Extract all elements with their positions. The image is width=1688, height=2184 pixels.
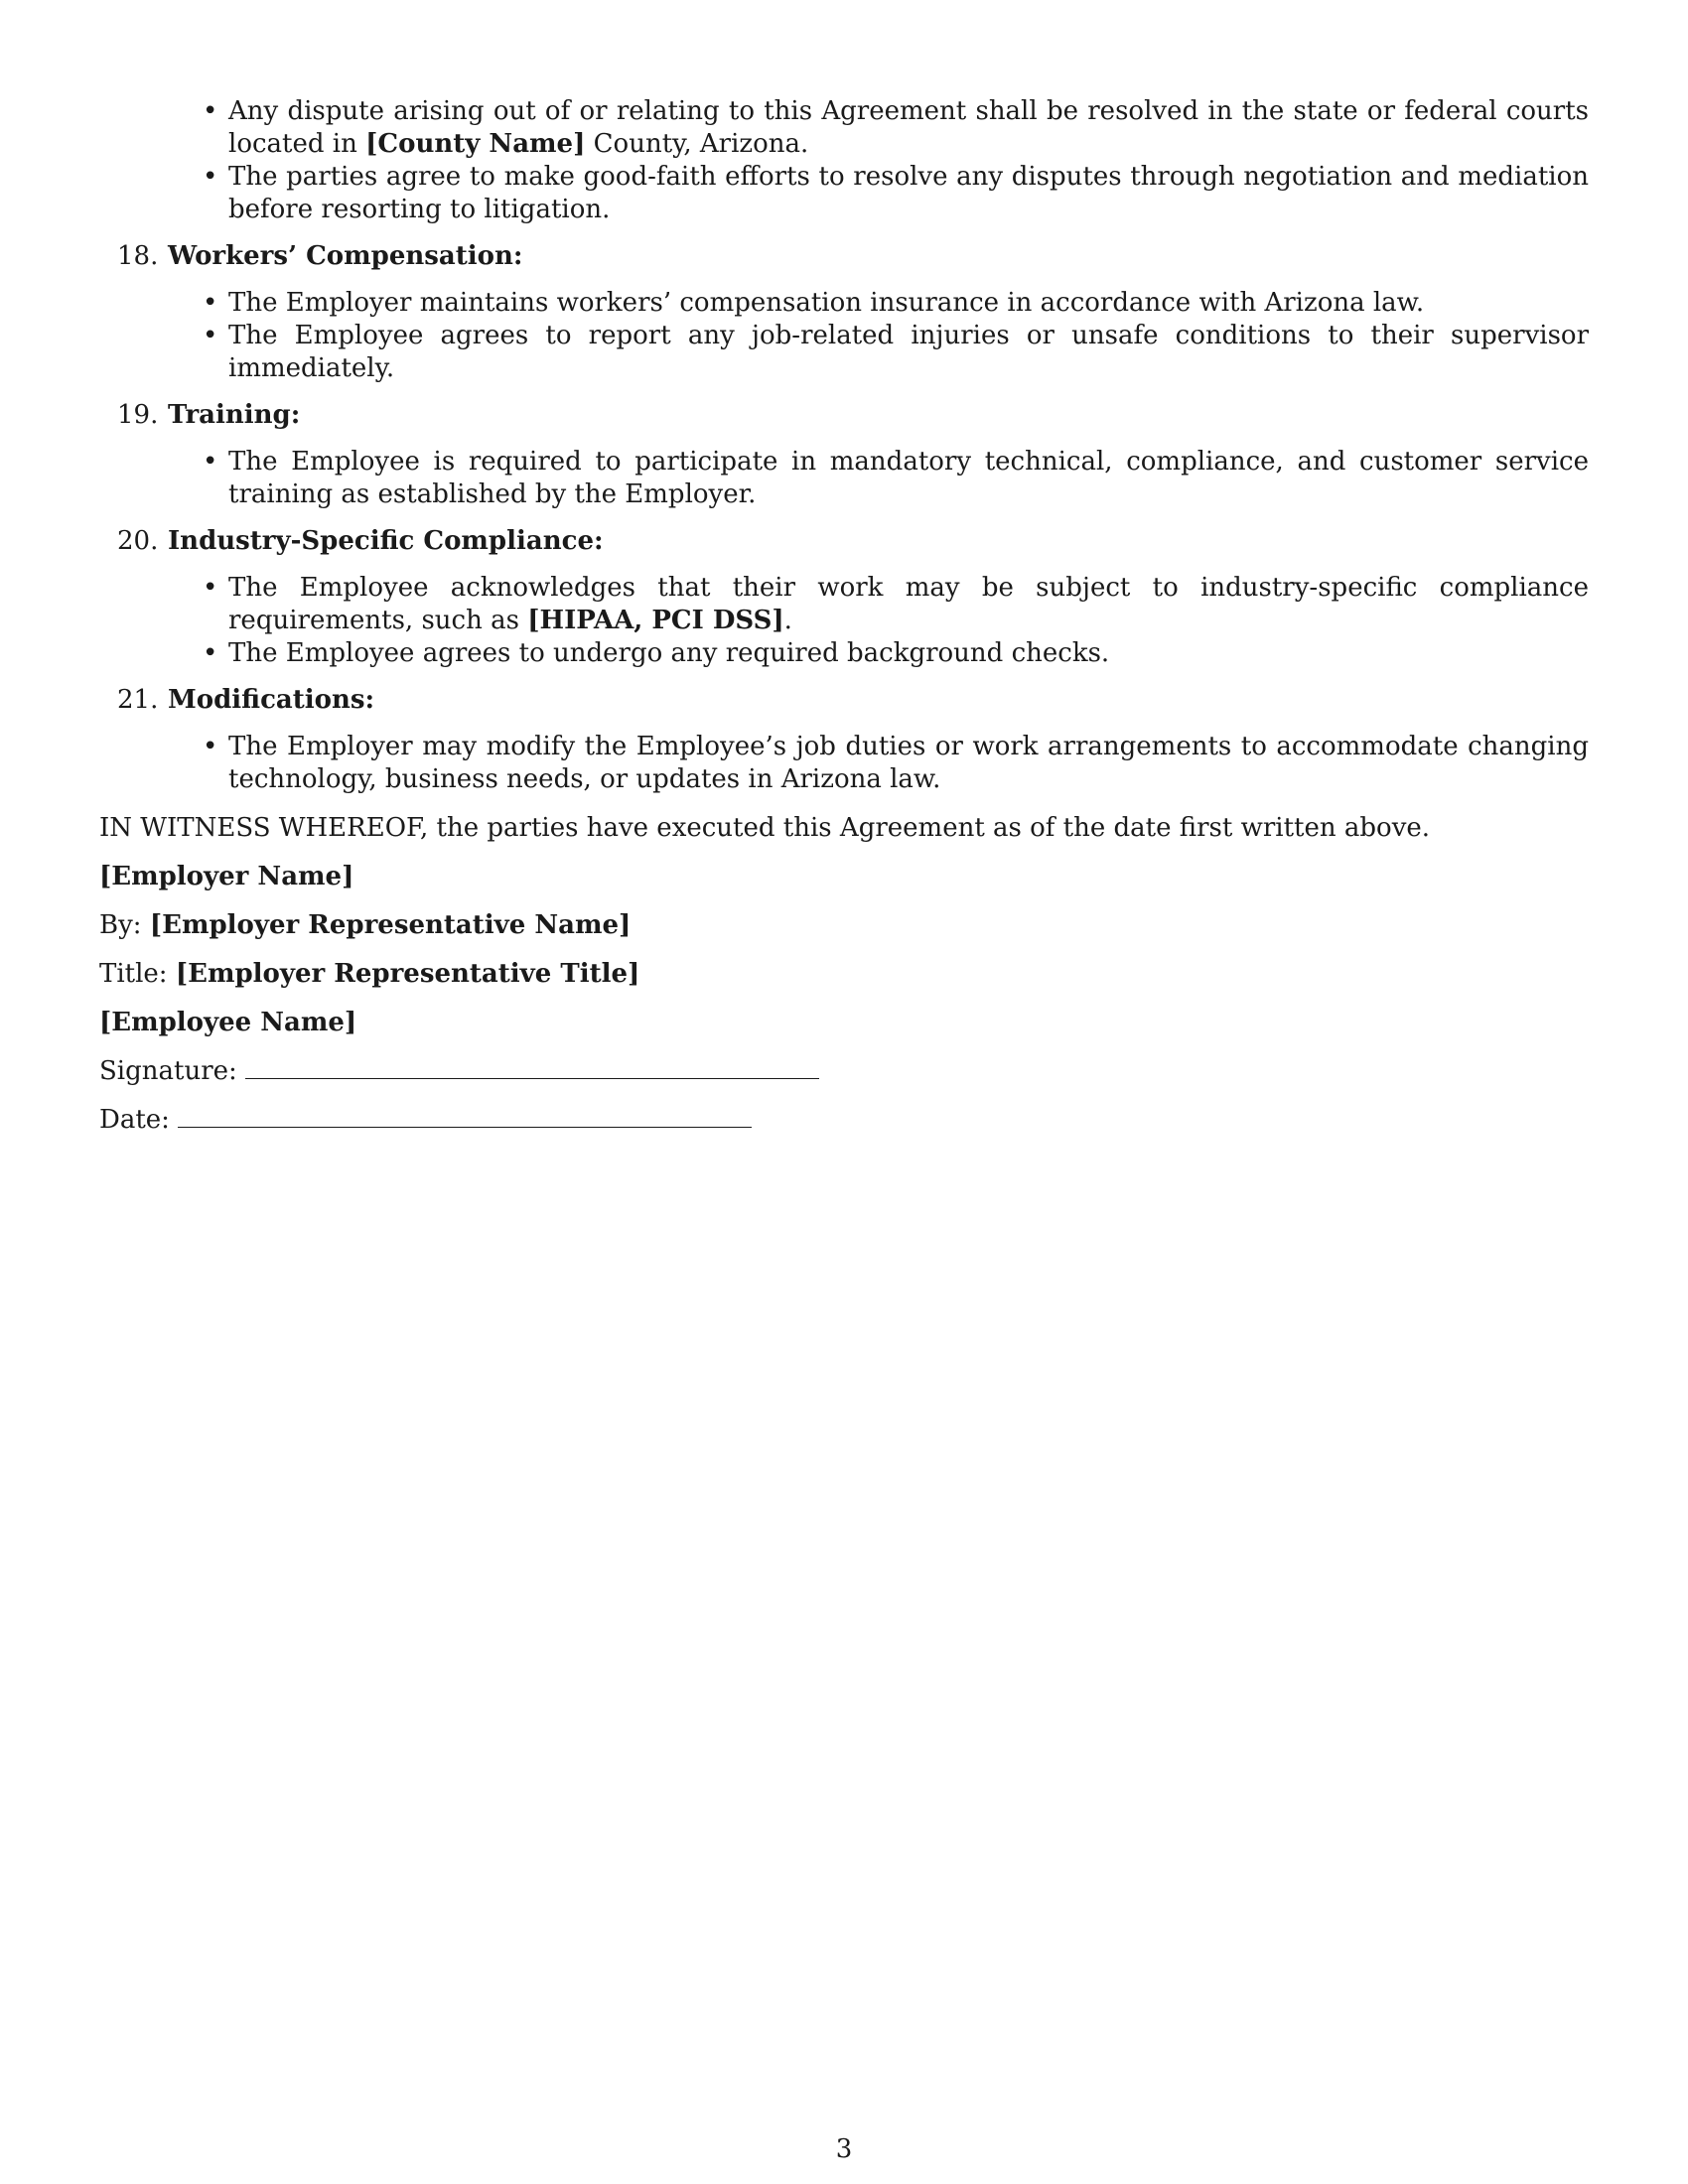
section-number: 20. bbox=[117, 526, 159, 556]
date-line bbox=[99, 1104, 1589, 1137]
employer-rep-line bbox=[99, 909, 1589, 942]
signature-blank[interactable] bbox=[245, 1056, 819, 1079]
employer-title-line bbox=[99, 958, 1589, 991]
list-item: • The parties agree to make good-faith efforts to resolve any disputes through negotiation and mediation before resorting to litigation. bbox=[228, 161, 1589, 226]
section-heading-training bbox=[99, 399, 1589, 432]
section-title: Modifications: bbox=[168, 685, 375, 715]
title-label: Title: bbox=[99, 959, 168, 989]
training-bullet-list bbox=[99, 446, 1589, 511]
signature-line bbox=[99, 1055, 1589, 1088]
employer-name: [Employer Name] bbox=[99, 862, 354, 891]
list-item: • The Employee acknowledges that their work may be subject to industry-specific compliance requirements, such as [HIPAA, PCI DSS]. bbox=[228, 572, 1589, 637]
employer-rep-title: [Employer Representative Title] bbox=[175, 959, 640, 989]
compliance-standards-placeholder: [HIPAA, PCI DSS] bbox=[527, 606, 784, 635]
dispute-bullet-list bbox=[99, 95, 1589, 226]
section-title: Workers’ Compensation: bbox=[168, 241, 523, 271]
section-title: Training: bbox=[168, 400, 301, 430]
section-number: 21. bbox=[117, 685, 159, 715]
workers-compensation-bullet-list bbox=[99, 287, 1589, 385]
section-title: Industry-Specific Compliance: bbox=[168, 526, 604, 556]
employer-rep-name: [Employer Representative Name] bbox=[149, 910, 632, 940]
section-heading-workers-compensation bbox=[99, 240, 1589, 273]
list-item: • The Employee agrees to report any job-related injuries or unsafe conditions to their supervisor immediately. bbox=[228, 320, 1589, 385]
section-heading-modifications bbox=[99, 684, 1589, 717]
industry-compliance-bullet-list bbox=[99, 572, 1589, 670]
county-name-placeholder: [County Name] bbox=[365, 129, 586, 159]
section-number: 19. bbox=[117, 400, 159, 430]
by-label: By: bbox=[99, 910, 142, 940]
signature-label: Signature: bbox=[99, 1056, 237, 1086]
document-page bbox=[99, 95, 1589, 1153]
list-item: • The Employee agrees to undergo any required background checks. bbox=[228, 637, 1589, 670]
date-blank[interactable] bbox=[178, 1105, 752, 1128]
page-number: 3 bbox=[835, 2134, 853, 2164]
list-item: • The Employer maintains workers’ compensation insurance in accordance with Arizona law. bbox=[228, 287, 1589, 320]
list-item: • The Employee is required to participate in mandatory technical, compliance, and customer service training as established by the Employer. bbox=[228, 446, 1589, 511]
date-label: Date: bbox=[99, 1105, 170, 1135]
modifications-bullet-list bbox=[99, 731, 1589, 796]
list-item: • The Employer may modify the Employee’s job duties or work arrangements to accommodate changing technology, business needs, or updates in Arizona law. bbox=[228, 731, 1589, 796]
witness-clause: IN WITNESS WHEREOF, the parties have executed this Agreement as of the date first written above. bbox=[99, 813, 1431, 843]
employee-name: [Employee Name] bbox=[99, 1008, 357, 1037]
section-number: 18. bbox=[117, 241, 159, 271]
list-item: • Any dispute arising out of or relating to this Agreement shall be resolved in the state or federal courts located in [County Name] County, Arizona. bbox=[228, 95, 1589, 161]
section-heading-industry-compliance bbox=[99, 525, 1589, 558]
